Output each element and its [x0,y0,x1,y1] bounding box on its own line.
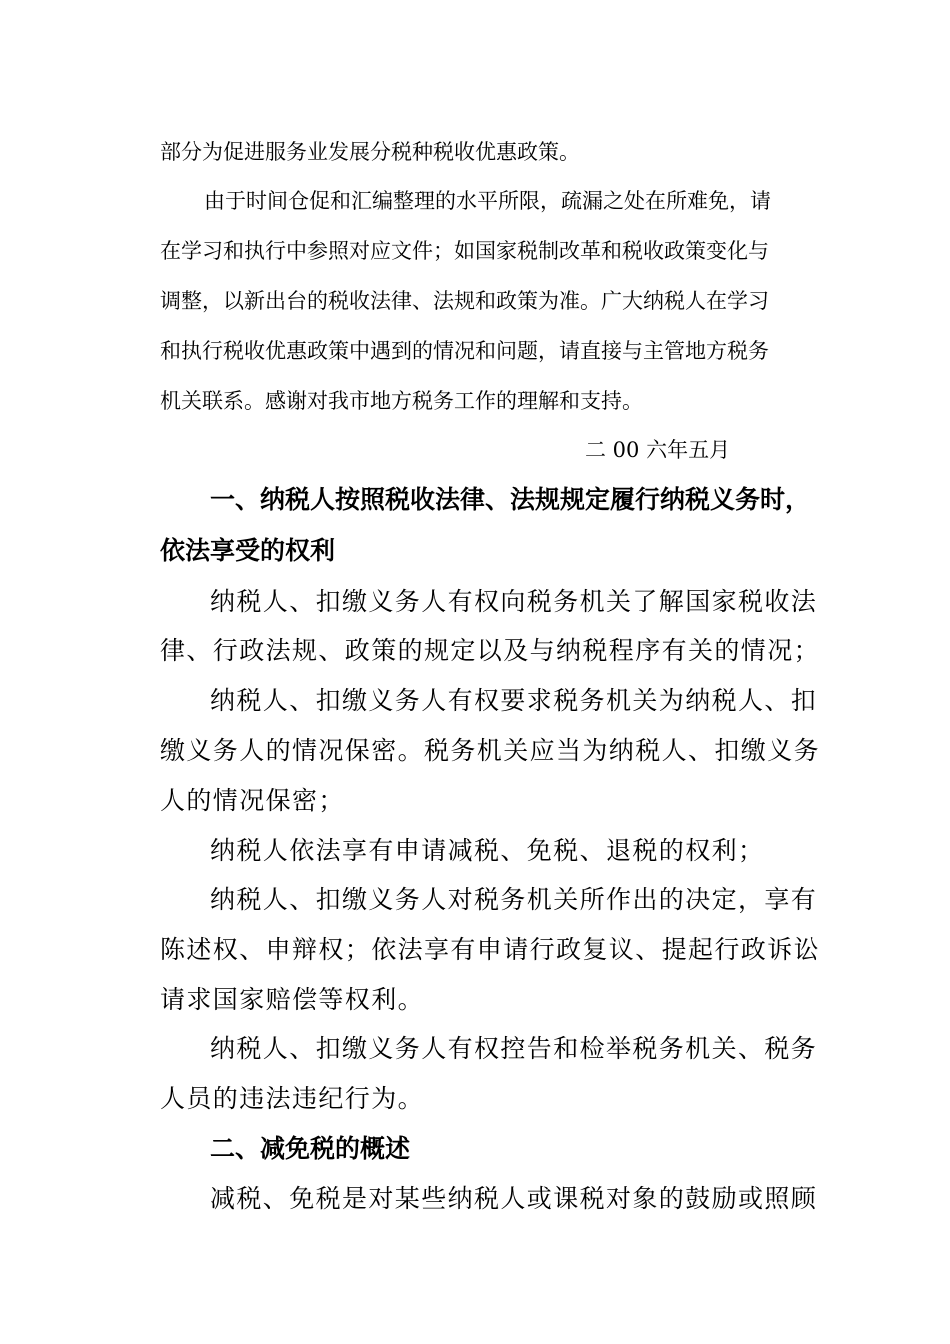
section1-body-line-9: 请求国家赔偿等权利。 [160,985,425,1014]
intro-line-5: 和执行税收优惠政策中遇到的情况和问题，请直接与主管地方税务 [160,339,769,363]
section1-body-line-5: 人的情况保密； [160,786,345,815]
section1-body-line-4: 缴义务人的情况保密。税务机关应当为纳税人、扣缴义务 [160,736,821,765]
intro-line-4: 调整，以新出台的税收法律、法规和政策为准。广大纳税人在学习 [160,289,769,313]
section2-heading: 二、减免税的概述 [210,1134,411,1163]
section1-body-line-6: 纳税人依法享有申请减税、免税、退税的权利； [210,836,765,865]
intro-line-3: 在学习和执行中参照对应文件；如国家税制改革和税收政策变化与 [160,239,769,263]
section2-body-line-1: 减税、免税是对某些纳税人或课税对象的鼓励或照顾 [210,1184,818,1213]
document-date: 二 00 六年五月 [585,438,731,462]
section1-body-line-3: 纳税人、扣缴义务人有权要求税务机关为纳税人、扣 [210,686,818,715]
intro-line-1: 部分为促进服务业发展分税种税收优惠政策。 [160,140,580,164]
section1-body-line-8: 陈述权、申辩权；依法享有申请行政复议、提起行政诉讼 [160,935,821,964]
section1-body-line-11: 人员的违法违纪行为。 [160,1084,425,1113]
section1-body-line-1: 纳税人、扣缴义务人有权向税务机关了解国家税收法 [210,587,818,616]
section1-heading-line-1: 一、纳税人按照税收法律、法规规定履行纳税义务时， [210,485,811,514]
intro-line-6: 机关联系。感谢对我市地方税务工作的理解和支持。 [160,389,643,413]
section1-heading-line-2: 依法享受的权利 [160,536,336,565]
section1-body-line-2: 律、行政法规、政策的规定以及与纳税程序有关的情况； [160,636,821,665]
intro-line-2: 由于时间仓促和汇编整理的水平所限，疏漏之处在所难免，请 [204,189,771,213]
section1-body-line-10: 纳税人、扣缴义务人有权控告和检举税务机关、税务 [210,1034,818,1063]
section1-body-line-7: 纳税人、扣缴义务人对税务机关所作出的决定，享有 [210,885,818,914]
